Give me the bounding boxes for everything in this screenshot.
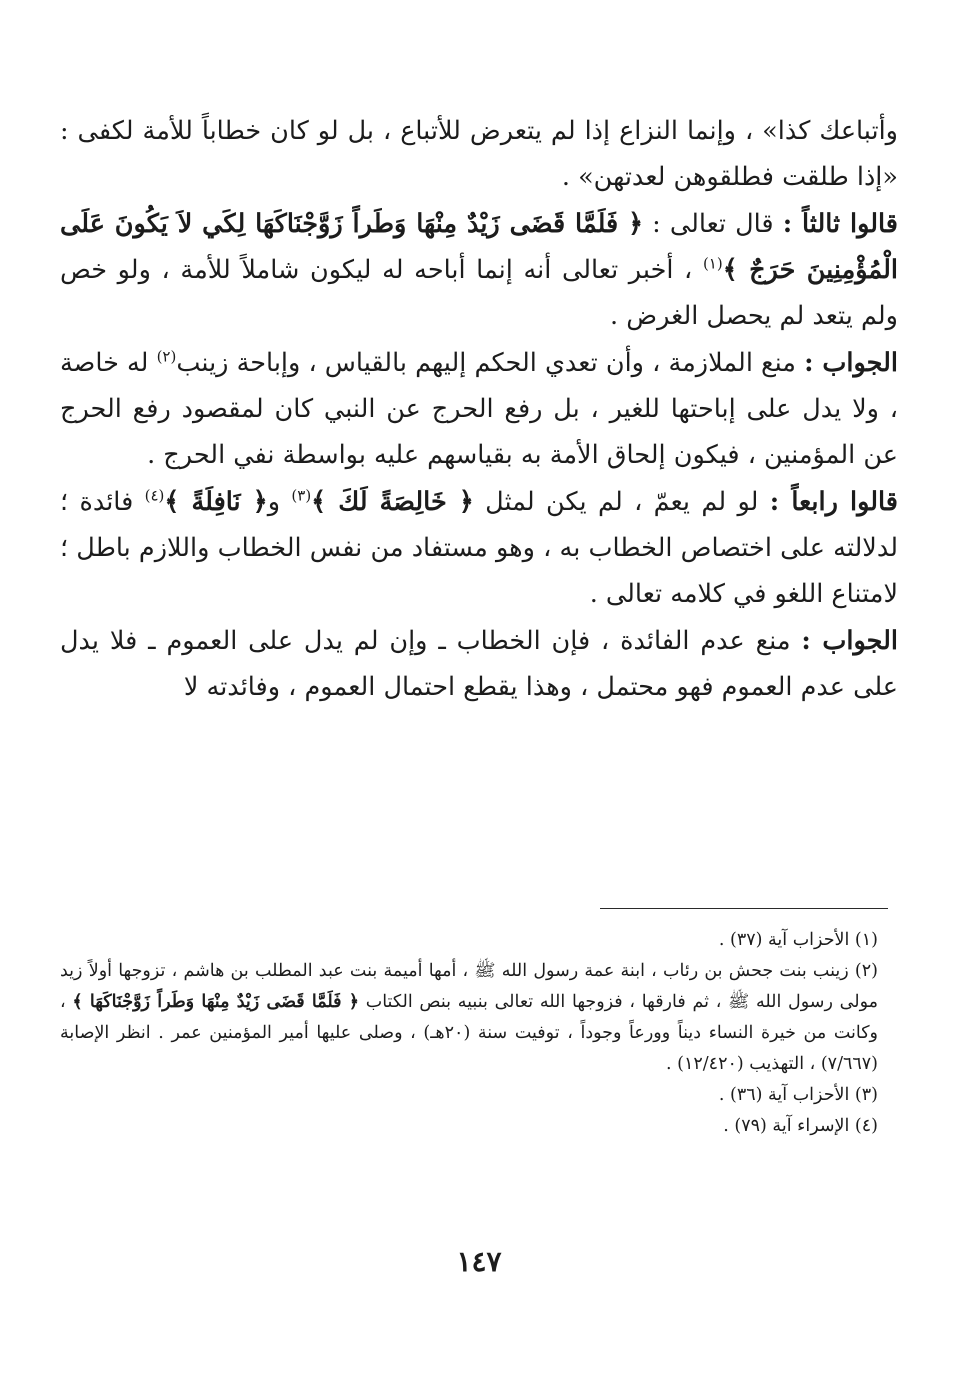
page-number: ١٤٧ [456, 1245, 502, 1278]
quran-verse: ﴿ خَالِصَةً لَكَ ﴾ [311, 487, 474, 517]
footnote-reference: (٣) [291, 486, 312, 505]
main-text [60, 108, 898, 710]
footnote-reference: (١) [702, 254, 723, 273]
text-run: (٢) زينب بنت جحش بن رئاب ، ابنة عمة رسول الله ﷺ ، أمها أميمة بنت عبد المطلب بن هاشم ، تزوجها أولاً زيد مولى رسول الله ﷺ ، ثم فارقها ، فزوجها الله تعالى بنبيه بنص الكتاب [60, 961, 878, 1012]
text-run: لو لم يعمّ ، لم يكن لمثل [473, 487, 770, 517]
text-run: وأتباعك كذا» ، وإنما النزاع إذا لم يتعرض للأتباع ، بل لو كان خطاباً للأمة لكفى : «إذا طلقت فطلقوهن لعدتهن» . [60, 116, 898, 192]
footnote-divider [600, 908, 888, 909]
paragraph-heading: قالوا رابعاً : [769, 487, 899, 517]
paragraph [60, 201, 898, 339]
text-run: و [267, 487, 292, 517]
paragraph [60, 479, 898, 617]
footnote-reference: (٤) [144, 486, 165, 505]
quran-verse: ﴿ فَلَمَّا قَضَى زَيْدٌ مِنْهَا وَطَراً زَوَّجْنَاكَهَا لِكَي لاَ يَكُونَ عَلَى الْمُؤْمِنِينَ حَرَجٌ ﴾ [60, 209, 898, 285]
footnote [60, 1111, 898, 1142]
paragraph-heading: الجواب : [804, 348, 898, 378]
text-run: (١) الأحزاب آية (٣٧) . [718, 930, 878, 950]
footnotes [60, 925, 898, 1142]
paragraph [60, 340, 898, 478]
quran-verse: ﴿ فَلَمَّا قَضَى زَيْدٌ مِنْهَا وَطَراً زَوَّجْنَاكَهَا ﴾ [72, 992, 360, 1012]
text-run: ، وكانت من خيرة النساء ديناً وورعاً وجوداً ، توفيت سنة (٢٠هـ) ، وصلى عليها أمير المؤمنين عمر . انظر الإصابة (٧/٦٦٧) ، التهذيب (١٢/٤٢٠) . [60, 992, 878, 1074]
quran-verse: ﴿ نَافِلَةً ﴾ [164, 487, 268, 517]
footnote [60, 956, 898, 1080]
paragraph [60, 618, 898, 710]
footnote-reference: (٢) [156, 347, 177, 366]
paragraph-heading: الجواب : [801, 626, 898, 656]
footnote [60, 1080, 898, 1111]
text-run: قال تعالى : [643, 209, 783, 239]
text-run: (٣) الأحزاب آية (٣٦) . [718, 1085, 878, 1105]
book-page [60, 0, 898, 1374]
text-run: منع الملازمة ، وأن تعدي الحكم إليهم بالقياس ، وإباحة زينب [176, 348, 805, 378]
text-run: فائدة ؛ لدلالته على اختصاص الخطاب به ، وهو مستفاد من نفس الخطاب واللازم باطل ؛ لامتناع اللغو في كلامه تعالى . [60, 487, 898, 609]
text-run: ، أخبر تعالى أنه إنما أباحه له ليكون شاملاً للأمة ، ولو خص ولم يتعد لم يحصل الغرض . [60, 255, 898, 331]
text-run: منع عدم الفائدة ، فإن الخطاب ـ وإن لم يدل على العموم ـ فلا يدل على عدم العموم فهو محتمل ، وهذا يقطع احتمال العموم ، وفائدته لا [60, 626, 898, 702]
paragraph-heading: قالوا ثالثاً : [782, 209, 898, 239]
text-run: (٤) الإسراء آية (٧٩) . [723, 1116, 878, 1136]
text-run: له خاصة ، ولا يدل على إباحتها للغير ، بل رفع الحرج عن النبي كان لمقصود رفع الحرج عن المؤمنين ، فيكون إلحاق الأمة به بقياسهم عليه بواسطة نفي الحرج . [60, 348, 898, 470]
paragraph [60, 108, 898, 200]
footnote [60, 925, 898, 956]
